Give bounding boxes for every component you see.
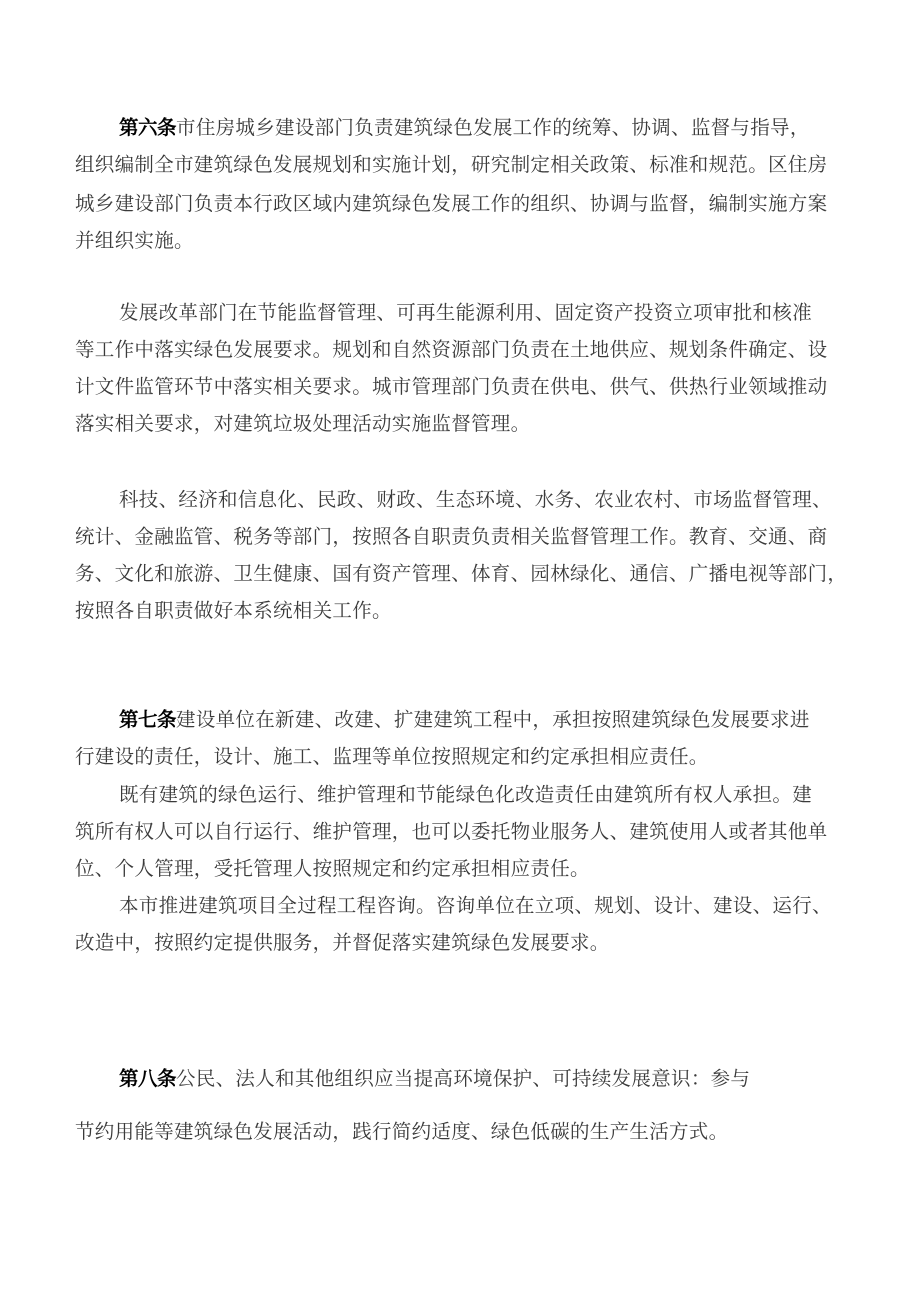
paragraph-line: 按照各自职责做好本系统相关工作。 (75, 599, 392, 622)
paragraph-line: 城乡建设部门负责本行政区域内建筑绿色发展工作的组织、协调与监督，编制实施方案 (75, 192, 828, 215)
paragraph-line: 发展改革部门在节能监督管理、可再生能源利用、固定资产投资立项审批和核准 (119, 301, 813, 324)
article-heading: 第六条 (119, 116, 177, 139)
paragraph-line: 科技、经济和信息化、民政、财政、生态环境、水务、农业农村、市场监督管理、 (119, 488, 832, 511)
paragraph-line: 节约用能等建筑绿色发展活动，践行简约适度、绿色低碳的生产生活方式。 (75, 1120, 729, 1143)
paragraph-line: 务、文化和旅游、卫生健康、国有资产管理、体育、园林绿化、通信、广播电视等部门， (75, 562, 848, 585)
paragraph-line: 计文件监管环节中落实相关要求。城市管理部门负责在供电、供气、供热行业领域推动 (75, 375, 828, 398)
paragraph-line: 等工作中落实绿色发展要求。规划和自然资源部门负责在土地供应、规划条件确定、设 (75, 338, 828, 361)
paragraph-line: 并组织实施。 (75, 229, 194, 252)
paragraph-line: 改造中，按照约定提供服务，并督促落实建筑绿色发展要求。 (75, 931, 610, 954)
paragraph-line: 筑所有权人可以自行运行、维护管理，也可以委托物业服务人、建筑使用人或者其他单 (75, 820, 828, 843)
paragraph-line: 第六条市住房城乡建设部门负责建筑绿色发展工作的统筹、协调、监督与指导， (119, 116, 810, 139)
paragraph-line: 第八条公民、法人和其他组织应当提高环境保护、可持续发展意识：参与 (119, 1067, 751, 1090)
article-heading: 第八条 (119, 1067, 177, 1090)
paragraph-line: 位、个人管理，受托管理人按照规定和约定承担相应责任。 (75, 857, 590, 880)
paragraph-line: 既有建筑的绿色运行、维护管理和节能绿色化改造责任由建筑所有权人承担。建 (119, 783, 813, 806)
paragraph-line: 组织编制全市建筑绿色发展规划和实施计划，研究制定相关政策、标准和规范。区住房 (75, 153, 828, 176)
paragraph-line: 统计、金融监管、税务等部门，按照各自职责负责相关监督管理工作。教育、交通、商 (75, 525, 828, 548)
paragraph-line: 第七条建设单位在新建、改建、扩建建筑工程中，承担按照建筑绿色发展要求进 (119, 708, 810, 731)
paragraph-line: 落实相关要求，对建筑垃圾处理活动实施监督管理。 (75, 412, 531, 435)
paragraph-line: 本市推进建筑项目全过程工程咨询。咨询单位在立项、规划、设计、建设、运行、 (119, 894, 832, 917)
article-heading: 第七条 (119, 708, 177, 731)
paragraph-line: 行建设的责任，设计、施工、监理等单位按照规定和约定承担相应责任。 (75, 745, 709, 768)
